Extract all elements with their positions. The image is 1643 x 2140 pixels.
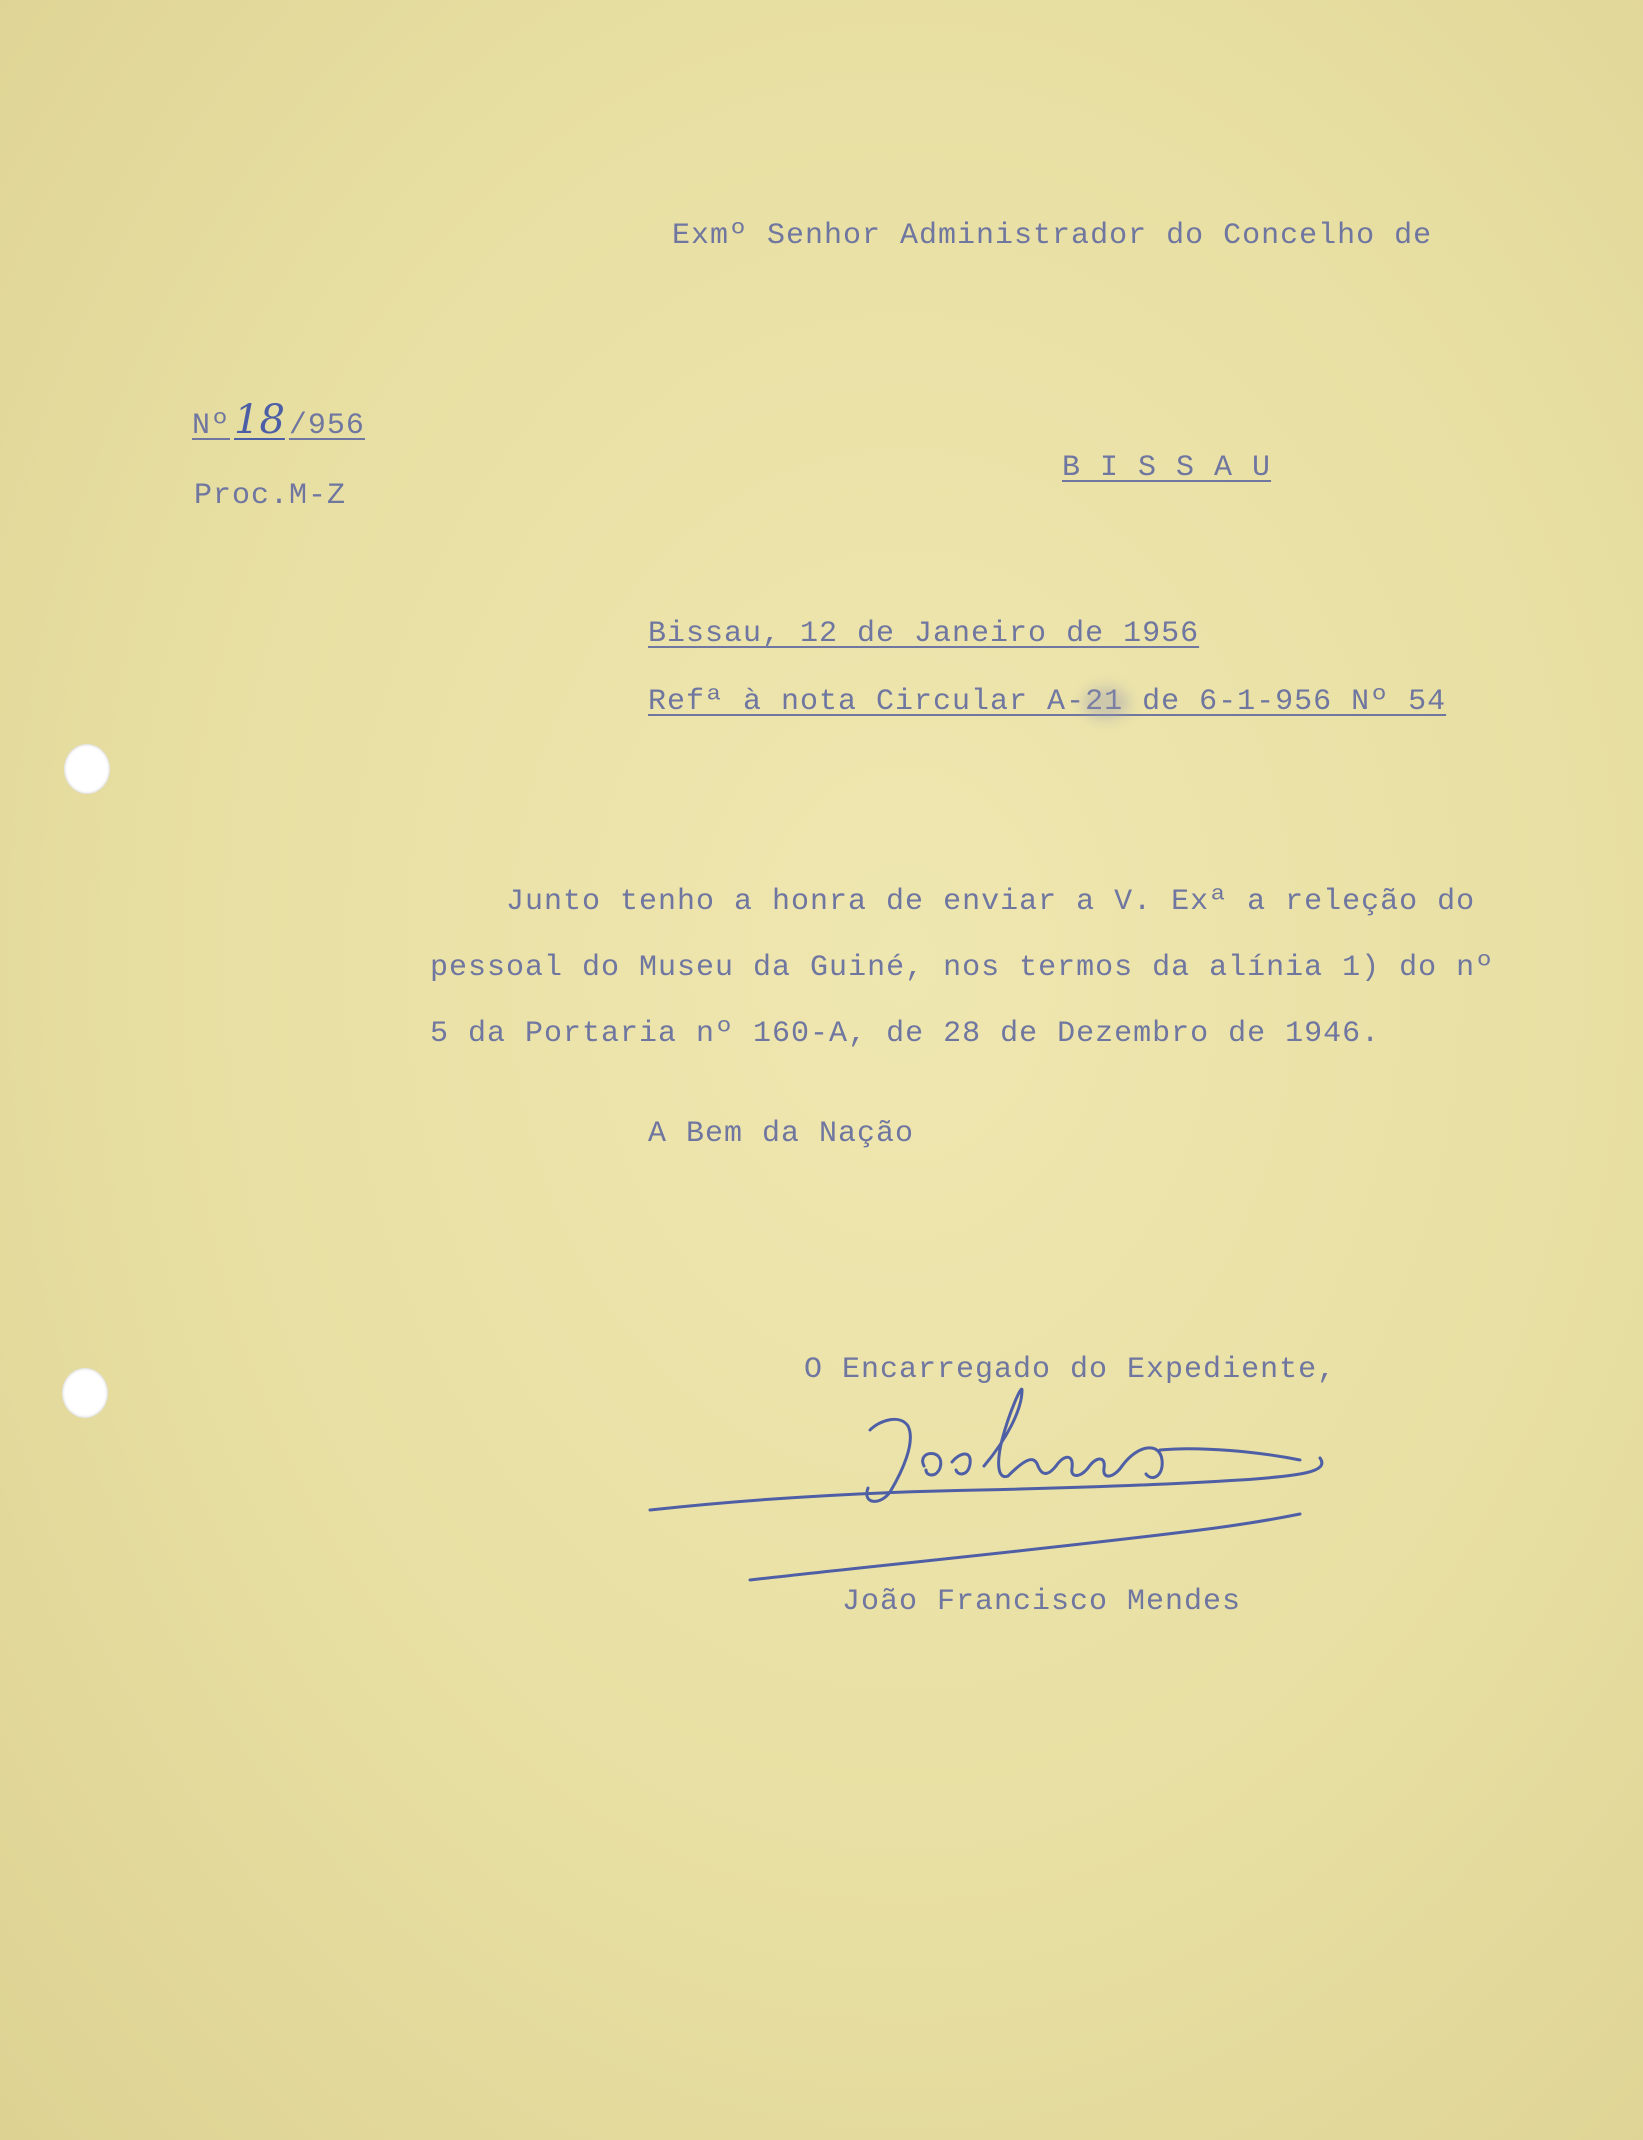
destination-city: B I S S A U — [1062, 451, 1272, 485]
body-line-3: 5 da Portaria nº 160-A, de 28 de Dezembro de 1946. — [430, 1017, 1381, 1051]
ink-smudge — [1082, 686, 1130, 720]
signatory-name: João Francisco Mendes — [842, 1585, 1242, 1619]
punch-hole — [64, 744, 110, 794]
reference-prefix: Nº — [192, 409, 231, 443]
body-line-1: Junto tenho a honra de enviar a V. Exª a releção do — [506, 885, 1476, 919]
closing-phrase: A Bem da Nação — [648, 1117, 915, 1151]
process-code: Proc.M-Z — [194, 479, 347, 513]
signature-title: O Encarregado do Expediente, — [804, 1353, 1337, 1387]
date-line: Bissau, 12 de Janeiro de 1956 — [648, 617, 1200, 651]
reference-line: Refª à nota Circular A-21 de 6-1-956 Nº 54 — [648, 685, 1447, 719]
body-line-2: pessoal do Museu da Guiné, nos termos da alínia 1) do nº — [430, 951, 1495, 985]
handwritten-number: 18 — [234, 397, 285, 443]
addressee-line: Exmº Senhor Administrador do Concelho de — [672, 219, 1433, 253]
punch-hole — [62, 1368, 108, 1418]
handwritten-signature — [640, 1380, 1340, 1600]
reference-number — [192, 398, 365, 444]
reference-year: /956 — [288, 409, 365, 443]
